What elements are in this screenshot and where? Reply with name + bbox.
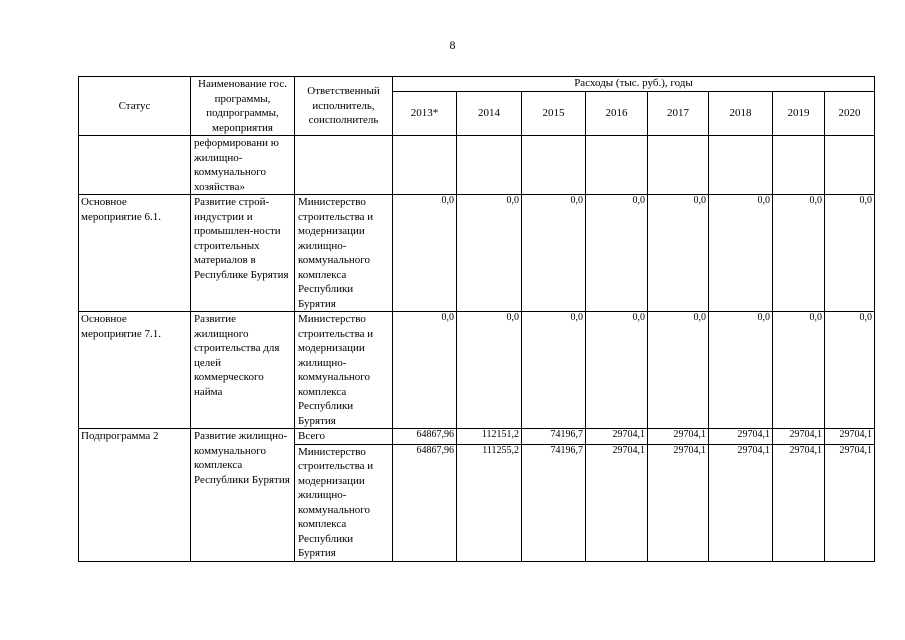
value-cell: 0,0 xyxy=(522,195,586,312)
year-header: 2016 xyxy=(586,92,648,136)
total-value-cell: 64867,96 xyxy=(393,429,457,445)
value-cell xyxy=(709,136,773,195)
status-cell: Основное мероприятие 6.1. xyxy=(79,195,191,312)
value-cell: 29704,1 xyxy=(648,444,709,561)
year-header: 2015 xyxy=(522,92,586,136)
year-header: 2014 xyxy=(457,92,522,136)
value-cell: 0,0 xyxy=(709,312,773,429)
executor-cell: Министерство строительства и модернизации жилищно-коммунального комплекса Республики Бурятия xyxy=(295,444,393,561)
subprogram-name-cell: Развитие жилищно-коммунального комплекса Республики Бурятия xyxy=(191,429,295,562)
value-cell xyxy=(457,136,522,195)
executor-cell: Министерство строительства и модернизации жилищно-коммунального комплекса Республики Бурятия xyxy=(295,312,393,429)
value-cell xyxy=(393,136,457,195)
total-label-cell: Всего xyxy=(295,429,393,445)
total-value-cell: 29704,1 xyxy=(773,429,825,445)
header-status: Статус xyxy=(79,77,191,136)
value-cell xyxy=(648,136,709,195)
value-cell: 0,0 xyxy=(709,195,773,312)
value-cell: 29704,1 xyxy=(709,444,773,561)
value-cell: 0,0 xyxy=(586,195,648,312)
total-value-cell: 29704,1 xyxy=(648,429,709,445)
value-cell: 29704,1 xyxy=(586,444,648,561)
value-cell xyxy=(825,136,875,195)
total-value-cell: 29704,1 xyxy=(825,429,875,445)
name-cell: Развитие строй-индустрии и промышлен-ности строительных материалов в Республике Бурятия xyxy=(191,195,295,312)
value-cell: 0,0 xyxy=(393,195,457,312)
table-row xyxy=(79,136,875,195)
value-cell: 74196,7 xyxy=(522,444,586,561)
value-cell: 0,0 xyxy=(457,312,522,429)
total-value-cell: 112151,2 xyxy=(457,429,522,445)
executor-cell: Министерство строительства и модернизации жилищно-коммунального комплекса Республики Бурятия xyxy=(295,195,393,312)
value-cell: 0,0 xyxy=(586,312,648,429)
subprogram-status-cell: Подпрограмма 2 xyxy=(79,429,191,562)
year-header: 2019 xyxy=(773,92,825,136)
value-cell: 0,0 xyxy=(825,195,875,312)
value-cell: 0,0 xyxy=(457,195,522,312)
value-cell xyxy=(586,136,648,195)
header-name: Наименование гос. программы, подпрограммы, мероприятия xyxy=(191,77,295,136)
value-cell: 0,0 xyxy=(648,312,709,429)
value-cell: 0,0 xyxy=(773,195,825,312)
value-cell: 64867,96 xyxy=(393,444,457,561)
value-cell: 0,0 xyxy=(825,312,875,429)
value-cell: 0,0 xyxy=(393,312,457,429)
status-cell: Основное мероприятие 7.1. xyxy=(79,312,191,429)
value-cell: 29704,1 xyxy=(773,444,825,561)
budget-table xyxy=(78,76,875,562)
header-executor: Ответственный исполнитель, соисполнитель xyxy=(295,77,393,136)
year-header: 2013* xyxy=(393,92,457,136)
name-cell: реформировани ю жилищно-коммунального хозяйства» xyxy=(191,136,295,195)
year-header: 2020 xyxy=(825,92,875,136)
total-value-cell: 74196,7 xyxy=(522,429,586,445)
value-cell: 0,0 xyxy=(648,195,709,312)
value-cell: 29704,1 xyxy=(825,444,875,561)
name-cell: Развитие жилищного строительства для целей коммерческого найма xyxy=(191,312,295,429)
total-value-cell: 29704,1 xyxy=(586,429,648,445)
table-row xyxy=(79,312,875,429)
total-value-cell: 29704,1 xyxy=(709,429,773,445)
header-spending: Расходы (тыс. руб.), годы xyxy=(393,77,875,92)
year-header: 2017 xyxy=(648,92,709,136)
value-cell xyxy=(773,136,825,195)
subprogram-total-row xyxy=(79,429,875,445)
executor-cell xyxy=(295,136,393,195)
header-row xyxy=(79,77,875,92)
table-row xyxy=(79,195,875,312)
value-cell: 0,0 xyxy=(522,312,586,429)
value-cell: 111255,2 xyxy=(457,444,522,561)
value-cell xyxy=(522,136,586,195)
page-number: 8 xyxy=(449,38,456,52)
value-cell: 0,0 xyxy=(773,312,825,429)
status-cell xyxy=(79,136,191,195)
year-header: 2018 xyxy=(709,92,773,136)
